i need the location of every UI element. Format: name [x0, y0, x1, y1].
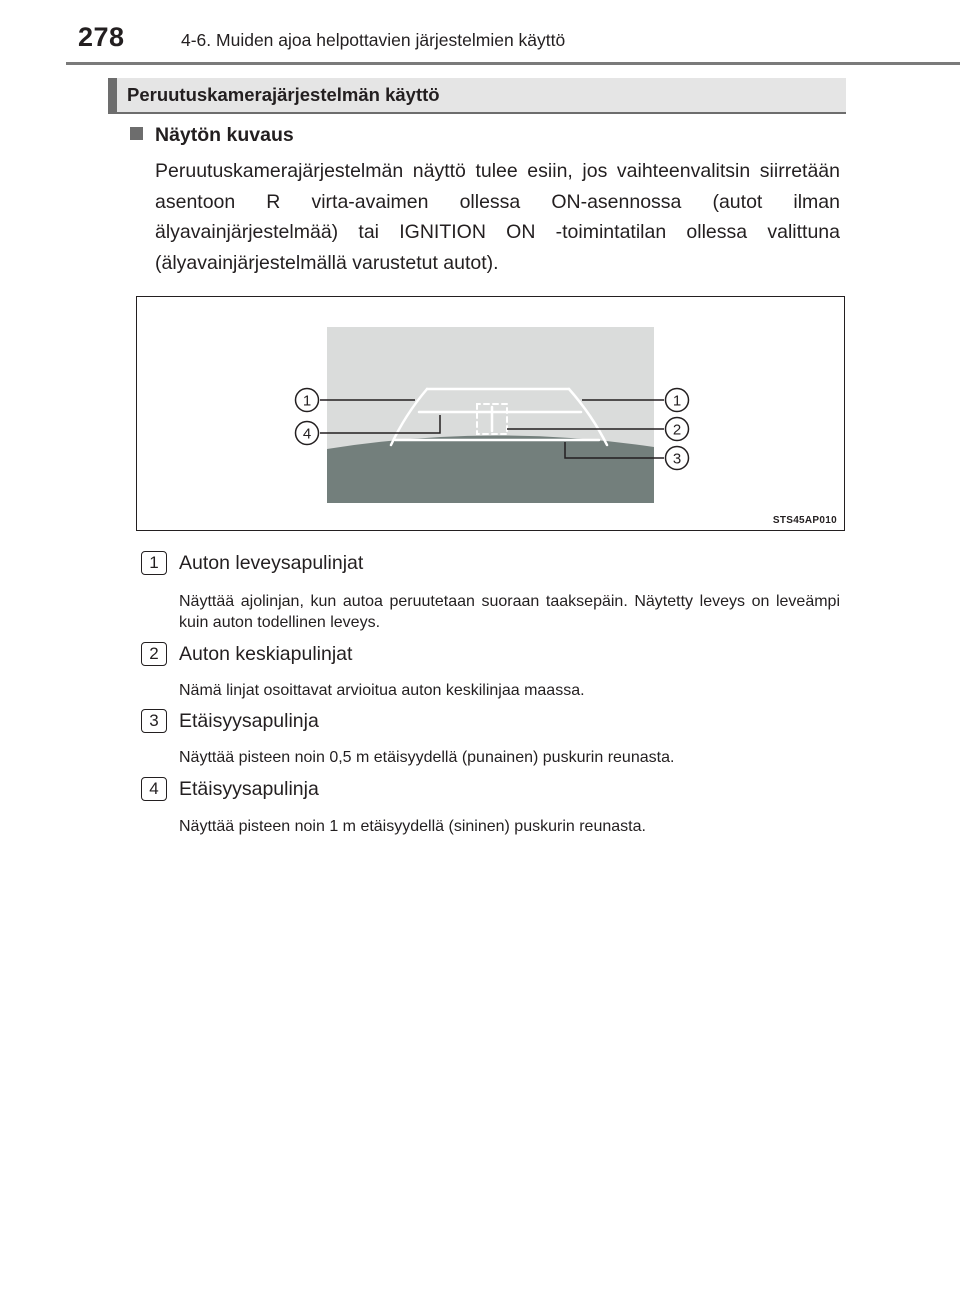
- section-accent: [108, 78, 117, 112]
- camera-display-illustration: [137, 297, 844, 530]
- header-divider: [66, 62, 960, 65]
- chapter-title: 4-6. Muiden ajoa helpottavien järjestelmien käyttö: [181, 30, 566, 50]
- figure-code: STS45AP010: [772, 515, 837, 526]
- item-2-title: Auton keskiapulinjat: [179, 643, 353, 665]
- callout-4-label: 4: [302, 425, 312, 443]
- item-1-number: 1: [141, 551, 167, 575]
- subheading: [130, 124, 294, 147]
- item-1-title: Auton leveysapulinjat: [179, 552, 364, 574]
- callout-1-left-label: 1: [302, 392, 312, 410]
- intro-paragraph: Peruutuskamerajärjestelmän näyttö tulee esiin, jos vaihteenvalitsin siirretään asentoon R virta-avaimen ollessa ON-asennossa (autot ilman älyavainjärjestelmää) tai IGNITION ON -toimintatilan ollessa valittuna (älyavainjärjestelmällä varustetut autot).: [155, 160, 840, 274]
- item-2-number: 2: [141, 642, 167, 666]
- item-2-description: Nämä linjat osoittavat arvioitua auton keskilinjaa maassa.: [179, 682, 585, 699]
- callout-3-label: 3: [672, 450, 682, 468]
- item-3-number: 3: [141, 709, 167, 733]
- page-number: 278: [78, 22, 125, 52]
- callout-1-right-label: 1: [672, 392, 682, 410]
- callout-2-label: 2: [672, 421, 682, 439]
- section-heading-bar: [108, 78, 846, 112]
- camera-display-figure: [136, 296, 845, 531]
- item-3-title: Etäisyysapulinja: [179, 710, 319, 732]
- item-4-title: Etäisyysapulinja: [179, 778, 319, 800]
- item-4-description: Näyttää pisteen noin 1 m etäisyydellä (sininen) puskurin reunasta.: [179, 818, 646, 835]
- screen-ground: [327, 435, 654, 503]
- item-1-description: Näyttää ajolinjan, kun autoa peruutetaan suoraan taaksepäin. Näytetty leveys on leveämpi kuin auton todellinen leveys.: [179, 593, 840, 631]
- section-divider: [108, 112, 846, 114]
- square-bullet-icon: [130, 127, 143, 140]
- section-title: Peruutuskamerajärjestelmän käyttö: [127, 84, 440, 105]
- subheading-text: Näytön kuvaus: [155, 124, 294, 146]
- item-4-number: 4: [141, 777, 167, 801]
- item-3-description: Näyttää pisteen noin 0,5 m etäisyydellä (punainen) puskurin reunasta.: [179, 749, 675, 766]
